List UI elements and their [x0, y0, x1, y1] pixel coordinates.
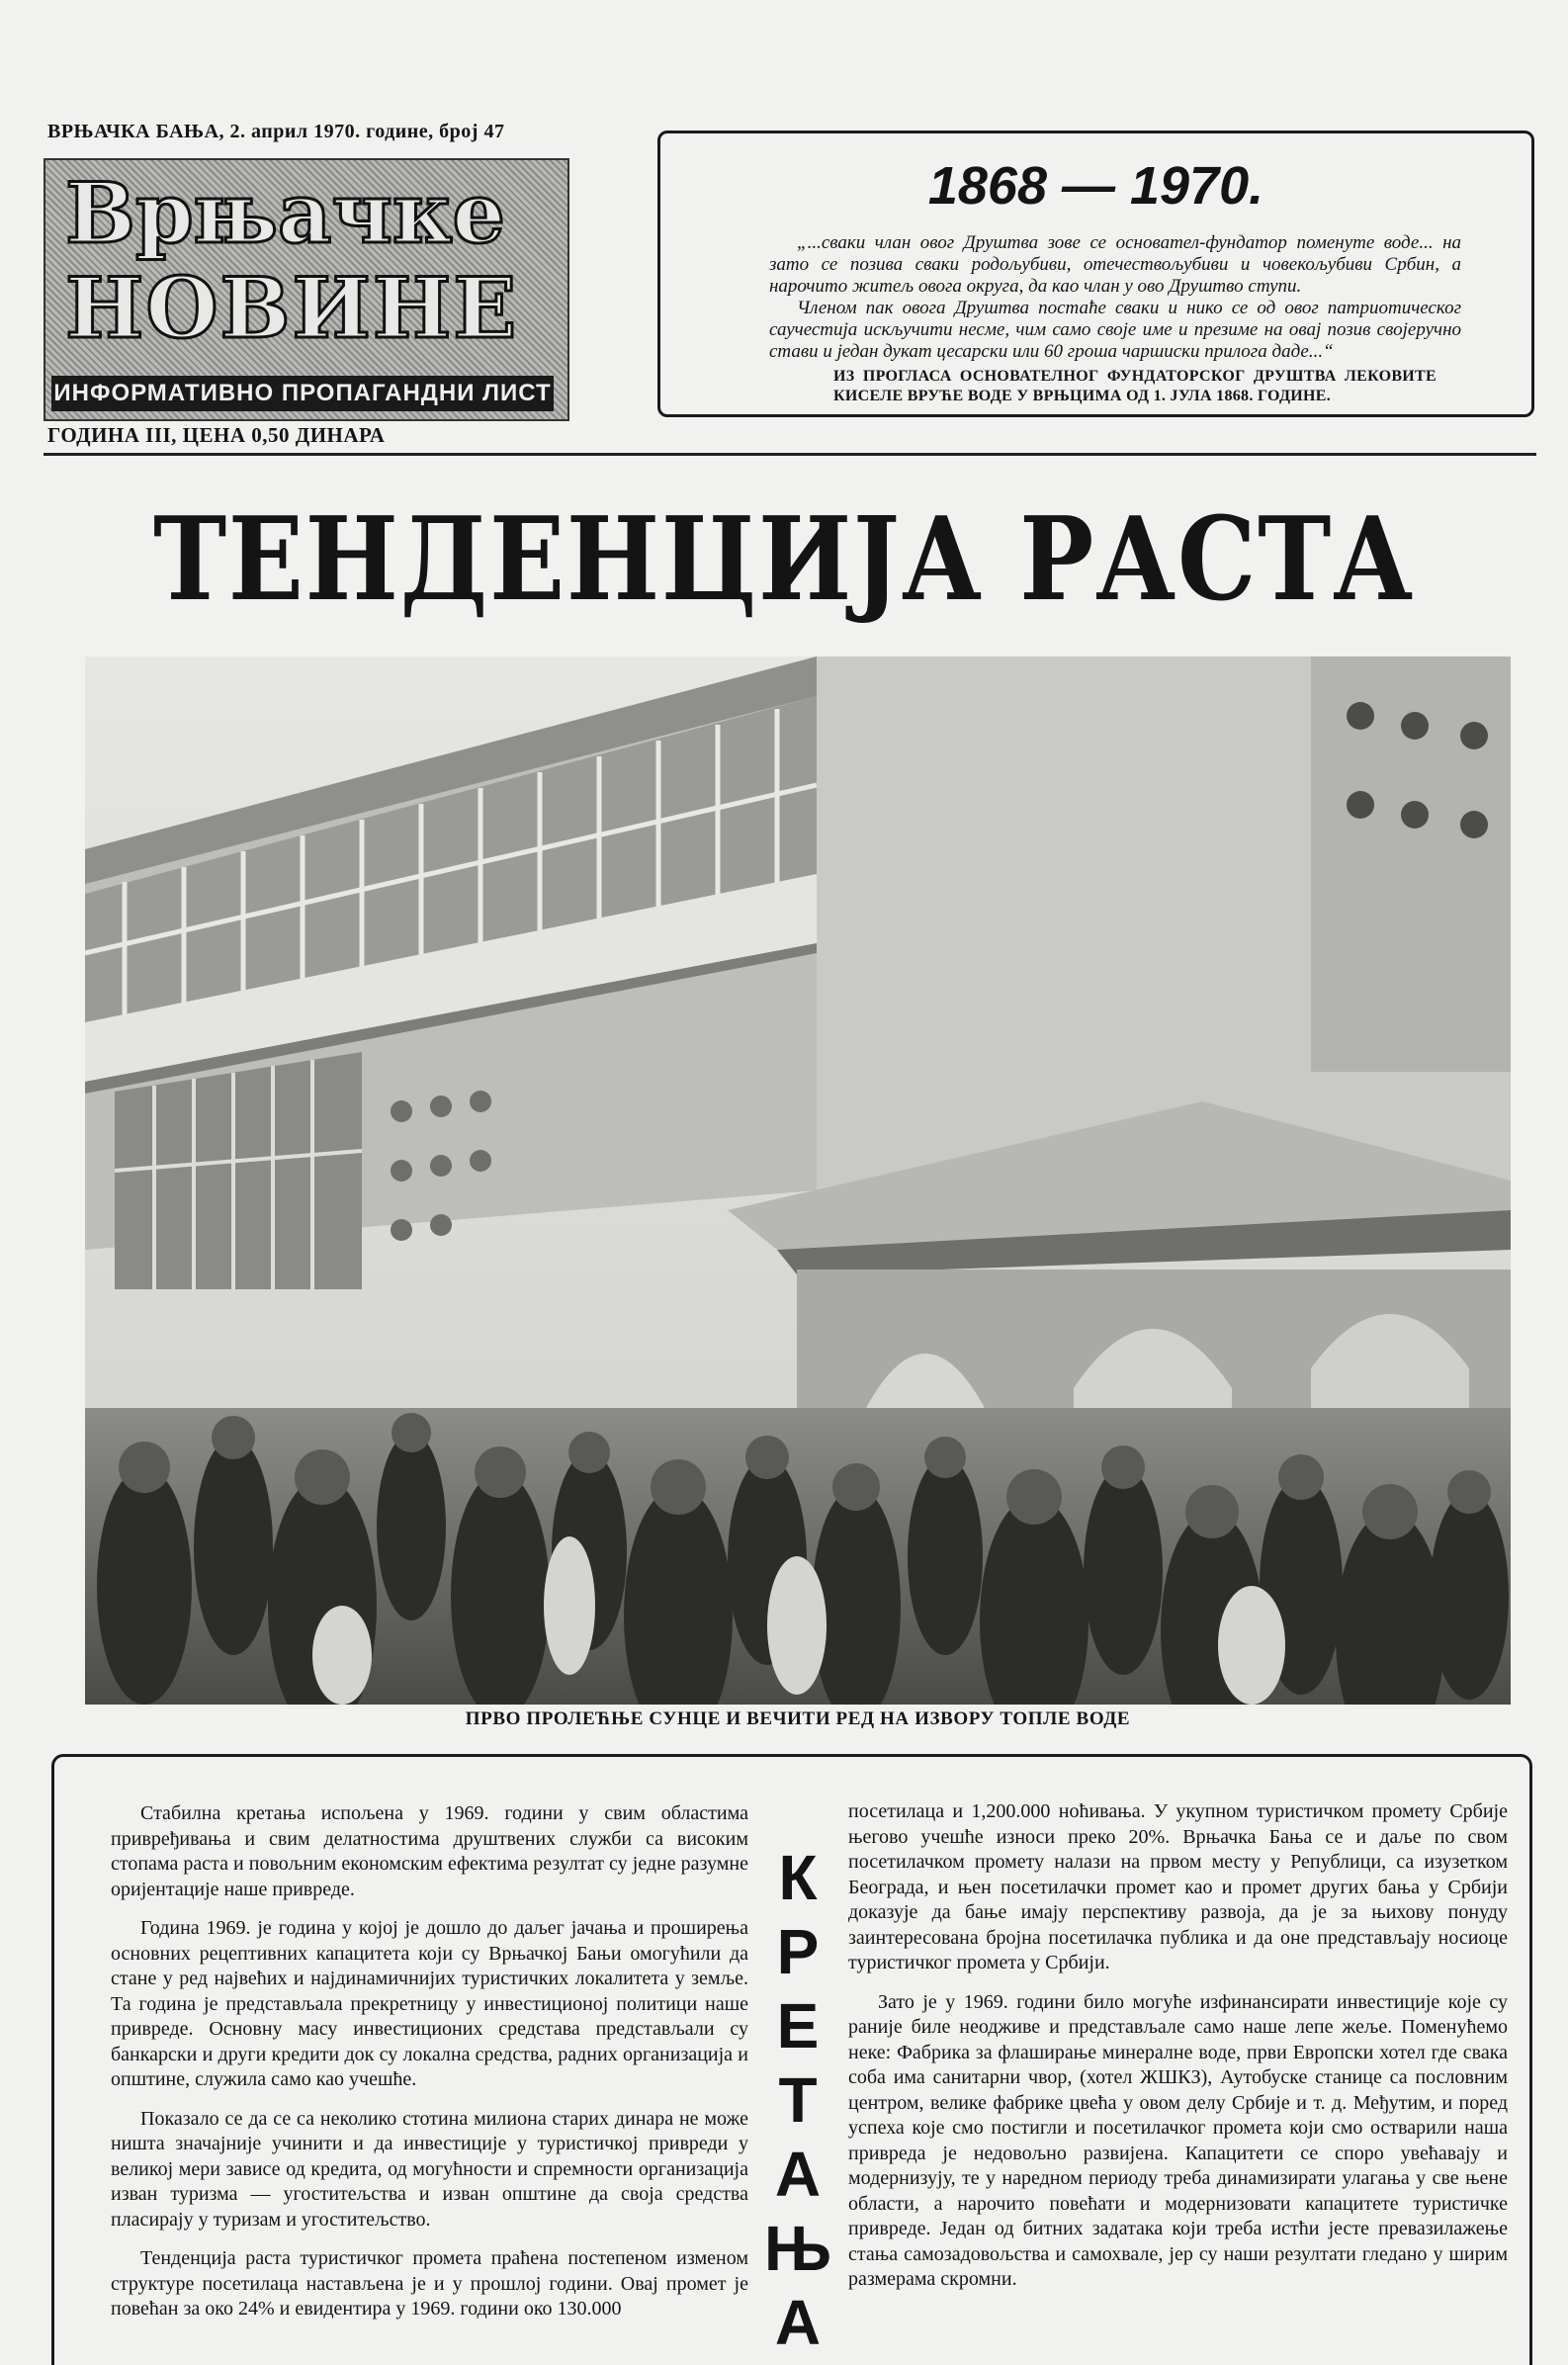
article-heading-vertical: [763, 1841, 832, 2360]
heading-letter: Т: [778, 2064, 818, 2136]
logo-title: [65, 166, 560, 356]
logo-line-2: НОВИНЕ: [65, 259, 519, 357]
article-paragraph: Тенденција раста туристичког промета праћена постепеном изменом структуре посетилаца настављена је и у прошлој години. Овај промет је повећан за око 24% и евидентира у 1969. години око 130.000: [111, 2247, 748, 2320]
quote-paragraph: „...сваки члан овог Друштва зове се основател-фундатор поменуте воде... на зато се позива сваки родољубиви, отечествољубиви и човекољубиви Србин, а нарочито житељ овога округа, да као члан у ово Друштво ступи.: [769, 232, 1461, 297]
quote-paragraph: Членом пак овога Друштва постаће сваки и нико се од овог патриотическог саучестија искључити несме, чим само своје име и презиме на овај позив својеручно стави и један дукат цесарски или 60 гроша чаршиски прилога даде...“: [769, 298, 1461, 362]
heading-letter: Е: [776, 1990, 820, 2061]
year-price: ГОДИНА III, ЦЕНА 0,50 ДИНАРА: [47, 423, 386, 447]
masthead-rule: [44, 453, 1536, 456]
quote-text: [769, 232, 1461, 363]
article-column-right: [848, 1799, 1508, 2307]
anniversary-quote-box: [657, 131, 1534, 417]
heading-letter: К: [778, 1842, 818, 1913]
main-headline: ТЕНДЕНЦИЈА РАСТА: [152, 492, 1416, 627]
article-paragraph: посетилаца и 1,200.000 ноћивања. У укупном туристичком промету Србије његово учешће износи преко 20%. Врњачка Бања се и даље по свом посетилачком промету налази на првом месту у Републици, са изузетком Београда, и њен посетилачки промет као и промет других бања у Србији доказује да бање имају перспективу развоја, да је за њихову понуду заинтересована бројна посетилачка публика и да оне представљају носиоце туристичког промета у Србији.: [848, 1800, 1508, 1973]
heading-letter: А: [774, 2287, 822, 2358]
heading-letter: Њ: [764, 2213, 831, 2284]
quote-source: ИЗ ПРОГЛАСА ОСНОВАТЕЛНОГ ФУНДАТОРСКОГ ДРУШТВА ЛЕКОВИТЕ КИСЕЛЕ ВРУЋЕ ВОДЕ У ВРЊЦИМА ОД 1. ЈУЛА 1868. ГОДИНЕ.: [833, 368, 1437, 404]
article-column-left: [111, 1801, 748, 2336]
dateline: ВРЊАЧКА БАЊА, 2. април 1970. године, број 47: [47, 121, 505, 142]
logo-subtitle: ИНФОРМАТИВНО ПРОПАГАНДНИ ЛИСТ: [51, 376, 554, 411]
masthead-logo: [44, 158, 569, 421]
article-paragraph: Година 1969. је година у којој је дошло до даљег јачања и проширења основних рецептивних капацитета који су Врњачкој Бањи омогућили да стане у ред највећих и најдинамичнијих туристичких локалитета у земље. Та година је представљала прекретницу у инвестиционој политици наше привреде. Основну масу инвестиционих средстава представљали су банкарски и други кредити док су локална средства, радних организација и општине, служила само као учешће.: [111, 1917, 748, 2090]
anniversary-years: 1868 — 1970.: [927, 156, 1264, 216]
logo-line-1: Врњачке: [65, 164, 505, 262]
spa-building-photo: [85, 657, 1511, 1705]
article-paragraph: Показало се да се са неколико стотина милиона старих динара не може ништа значајније учинити и да инвестиције у туристичкој привреди у великој мери зависе од кредита, од могућности и спремности организација изван туризма — угоститељства и изван општине да своја средства пласирају у туризам и угоститељство.: [111, 2107, 748, 2231]
photo-caption: ПРВО ПРОЛЕЋЊЕ СУНЦЕ И ВЕЧИТИ РЕД НА ИЗВОРУ ТОПЛЕ ВОДЕ: [465, 1708, 1131, 1729]
heading-letter: А: [774, 2139, 822, 2210]
article-paragraph: Стабилна кретања испољена у 1969. години у свим областима привређивања и свим делатностима друштвених служби са високим стопама раста и повољним економским ефектима резултат су једне разумне оријентације наше привреде.: [111, 1802, 748, 1900]
article-paragraph: Зато је у 1969. години било могуће изфинансирати инвестиције које су раније биле неодживе и представљале само наше лепе жеље. Поменућемо неке: Фабрика за флаширање минералне воде, први Европски хотел где свака соба има санитарни чвор, (хотел ЖШКЗ), Аутобуске станице са пословним центром, велике фабрике цвећа у овом делу Србије и т. д. Међутим, и поред успеха које смо постигли и посетилачког промета који смо остварили наша привреда је недовољно развијена. Капацитети се споро увећавају и модернизују, те у наредном периоду треба динамизирати улагања у све њене области, а нарочито повећати и модернизовати капацитете туристичке привреде. Један од битних задатака који треба истћи јесте превазилажење стања самозадовољства и самохвале, јер су наши резултати гледано у ширим размерама скромни.: [848, 1990, 1508, 2290]
heading-letter: Р: [776, 1916, 820, 1987]
